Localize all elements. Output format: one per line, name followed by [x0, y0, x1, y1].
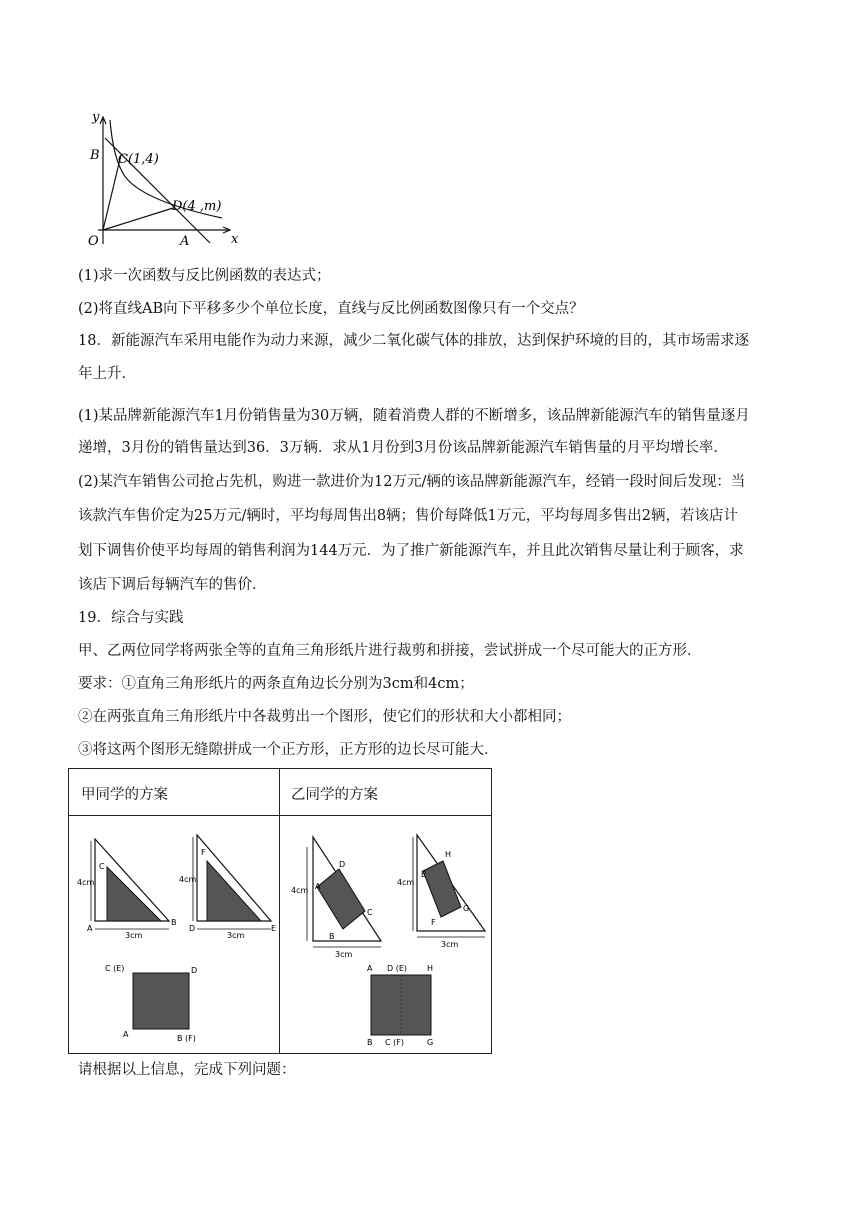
jia-len3-1: 3cm [125, 931, 143, 940]
yi-len4-1: 4cm [291, 886, 309, 895]
segment-od [103, 208, 173, 230]
table-divider-horizontal [69, 815, 491, 816]
yi-label-a2: A [367, 964, 373, 973]
yi-label-g: G [463, 904, 470, 913]
jia-square [133, 973, 189, 1029]
yi-label-g2: G [427, 1038, 434, 1047]
jia-label-d: D [189, 924, 196, 933]
q19-req1: 要求：①直角三角形纸片的两条直角边长分别为3cm和4cm； [78, 676, 474, 692]
q19-req2: ②在两张直角三角形纸片中各裁剪出一个图形，使它们的形状和大小都相同； [78, 709, 571, 725]
jia-cut-shape-1 [107, 867, 161, 921]
jia-label-a: A [87, 924, 93, 933]
q18-p2-line3: 划下调售价使平均每周的销售利润为144万元．为了推广新能源汽车，并且此次销售尽量让利于顾客，求 [78, 543, 744, 559]
jia-plan-figure [77, 827, 277, 1049]
jia-label-ce: C (E) [105, 964, 125, 973]
q17-part2: (2)将直线AB向下平移多少个单位长度，直线与反比例函数图像只有一个交点？ [78, 301, 584, 317]
yi-label-h2: H [427, 964, 434, 973]
label-c: C(1,4) [118, 152, 159, 167]
jia-label-f: F [201, 848, 206, 857]
q19-closing: 请根据以上信息，完成下列问题： [78, 1062, 296, 1078]
label-o: O [88, 234, 99, 248]
label-x: x [231, 232, 239, 247]
q18-p2-line1: (2)某汽车销售公司抢占先机，购进一款进价为12万元/辆的该品牌新能源汽车，经销一段时间后发现：当 [78, 474, 746, 490]
label-a: A [180, 234, 190, 248]
jia-label-e: E [271, 924, 277, 933]
label-y: y [92, 110, 100, 125]
yi-label-c: C [367, 908, 373, 917]
jia-len4-2: 4cm [179, 875, 197, 884]
header-yi: 乙同学的方案 [291, 787, 378, 803]
yi-label-cf: C (F) [385, 1038, 404, 1047]
q19-intro: 甲、乙两位同学将两张全等的直角三角形纸片进行裁剪和拼接，尝试拼成一个尽可能大的正方形． [78, 643, 702, 659]
yi-label-b2: B [367, 1038, 373, 1047]
q18-p2-line2: 该款汽车售价定为25万元/辆时，平均每周售出8辆；售价每降低1万元，平均每周多售出2辆，若该店计 [78, 508, 739, 524]
jia-label-b: B [171, 918, 177, 927]
q17-part1: (1)求一次函数与反比例函数的表达式； [78, 268, 331, 284]
yi-label-f: F [431, 918, 436, 927]
header-jia: 甲同学的方案 [81, 787, 168, 803]
plans-table [68, 768, 492, 1054]
jia-label-a2: A [123, 1030, 129, 1039]
q19-req3: ③将这两个图形无缝隙拼成一个正方形，正方形的边长尽可能大． [78, 742, 499, 758]
jia-cut-shape-2 [207, 861, 261, 921]
yi-plan-figure [285, 827, 489, 1049]
yi-label-e: E [421, 870, 427, 879]
yi-len3-2: 3cm [441, 940, 459, 949]
coordinate-graph [72, 108, 247, 248]
q19-title: 19．综合与实践 [78, 610, 184, 626]
jia-len4-1: 4cm [77, 878, 95, 887]
yi-cut-shape-1 [317, 869, 365, 929]
q18-intro-line1: 18．新能源汽车采用电能作为动力来源，减少二氧化碳气体的排放，达到保护环境的目的，其市场需求逐 [78, 333, 749, 349]
yi-label-d: D [339, 860, 346, 869]
jia-label-bf: B (F) [177, 1034, 196, 1043]
q18-p2-line4: 该店下调后每辆汽车的售价． [78, 577, 267, 593]
table-divider-vertical [279, 769, 280, 1053]
yi-label-h: H [445, 850, 452, 859]
yi-label-a: A [315, 882, 321, 891]
yi-label-b: B [329, 932, 335, 941]
label-b: B [90, 148, 100, 163]
q18-p1-line1: (1)某品牌新能源汽车1月份销售量为30万辆，随着消费人群的不断增多，该品牌新能源汽车的销售量逐月 [78, 408, 750, 424]
yi-len3-1: 3cm [335, 950, 353, 959]
q18-intro-line2: 年上升． [78, 366, 136, 382]
jia-label-c: C [99, 862, 105, 871]
jia-len3-2: 3cm [227, 931, 245, 940]
q18-p1-line2: 递增，3月份的销售量达到36．3万辆．求从1月份到3月份该品牌新能源汽车销售量的月平均增长率． [78, 440, 728, 456]
label-d: D(4 ,m) [172, 199, 222, 214]
yi-len4-2: 4cm [397, 878, 415, 887]
yi-label-de: D (E) [387, 964, 407, 973]
jia-label-d2: D [191, 966, 198, 975]
